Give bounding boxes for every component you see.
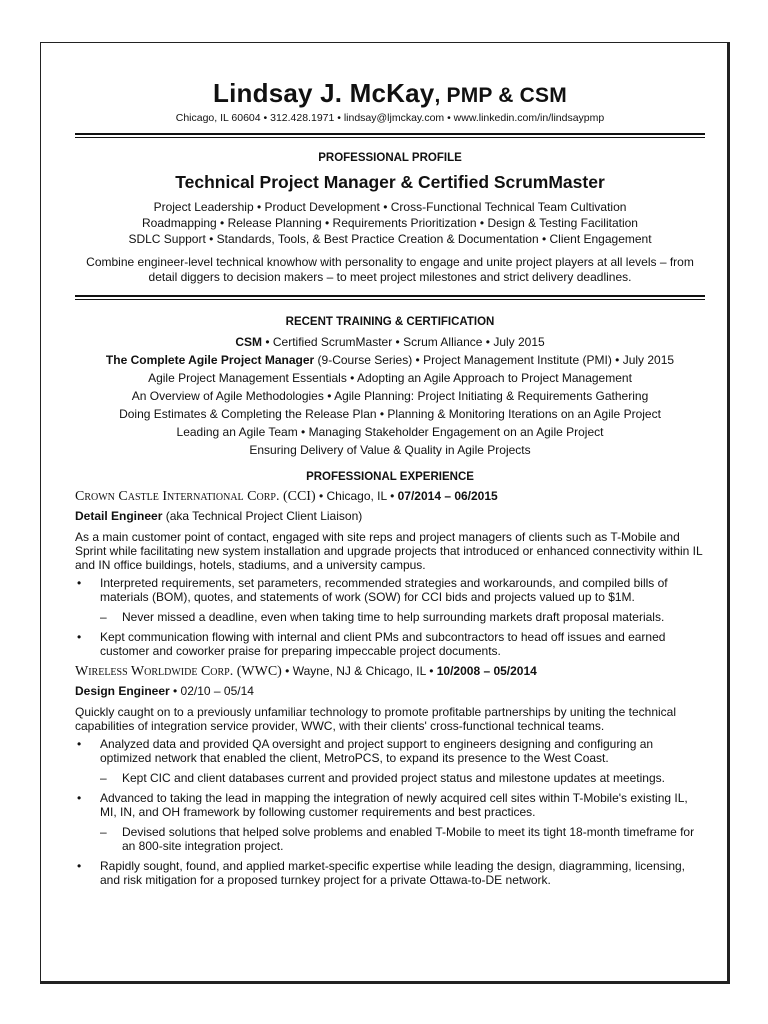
job-dates: 07/2014 – 06/2015	[397, 489, 498, 503]
job-location: • Wayne, NJ & Chicago, IL •	[281, 664, 437, 678]
company-line	[75, 664, 705, 680]
sub-bullet: – Kept CIC and client databases current and provided project status and milestone updates at meetings.	[75, 771, 705, 785]
course-line: An Overview of Agile Methodologies • Agile Planning: Project Initiating & Requirements Gathering	[131, 389, 649, 403]
job-dates: 10/2008 – 05/2014	[436, 664, 537, 678]
candidate-name: Lindsay J. McKay	[213, 78, 435, 108]
job-location: • Chicago, IL •	[315, 489, 398, 503]
job-role	[75, 509, 705, 523]
sub-bullet: – Never missed a deadline, even when taking time to help surrounding markets draft proposal materials.	[75, 610, 705, 624]
header-divider	[75, 133, 705, 138]
job-bullet	[75, 737, 705, 785]
job-bullets	[75, 576, 705, 658]
bullet-text: Analyzed data and provided QA oversight and project support to engineers designing and configuring an optimized network that enabled the client, MetroPCS, to expand its presence to the West Coast.	[100, 737, 654, 765]
agile-course-details: (9-Course Series) • Project Management Institute (PMI) • July 2015	[314, 353, 675, 367]
job-bullet	[75, 791, 705, 853]
bullet-text: Kept communication flowing with internal and client PMs and subcontractors to head off issues and earned customer and coworker praise for preparing impeccable project documents.	[100, 630, 666, 658]
bullet-text: Rapidly sought, found, and applied market-specific expertise while leading the design, diagramming, licensing, and risk mitigation for a proposed turnkey project for a private Ottawa-to-DE network.	[100, 859, 685, 887]
keyword-line: Roadmapping • Release Planning • Requirements Prioritization • Design & Testing Facilitation	[142, 216, 638, 230]
resume-name-line	[75, 78, 705, 109]
csm-details: • Certified ScrumMaster • Scrum Alliance • July 2015	[261, 335, 545, 349]
company-name: Wireless Worldwide Corp. (WWC)	[75, 664, 282, 679]
job-bullet	[75, 630, 705, 658]
role-note: (aka Technical Project Client Liaison)	[162, 509, 363, 523]
job-role	[75, 684, 705, 698]
csm-line	[75, 333, 705, 351]
csm-label: CSM	[235, 335, 262, 349]
training-list	[75, 333, 705, 459]
job-summary: Quickly caught on to a previously unfamiliar technology to promote profitable partnerships by uniting the technical capabilities of integration service provider, WWC, with their clients' cross-functional technical teams.	[75, 705, 677, 733]
role-title: Design Engineer	[75, 684, 170, 698]
sub-bullet: – Devised solutions that helped solve problems and enabled T-Mobile to meet its tight 18-month timeframe for an 800-site integration project.	[75, 825, 705, 853]
contact-line: Chicago, IL 60604 • 312.428.1971 • lindsay@ljmckay.com • www.linkedin.com/in/lindsaypmp	[175, 112, 605, 124]
job-entry	[75, 664, 705, 887]
job-bullet	[75, 576, 705, 624]
course-line: Agile Project Management Essentials • Adopting an Agile Approach to Project Management	[148, 371, 632, 385]
keyword-line: SDLC Support • Standards, Tools, & Best Practice Creation & Documentation • Client Engagement	[128, 232, 652, 246]
job-entry	[75, 489, 705, 658]
training-heading: RECENT TRAINING & CERTIFICATION	[285, 316, 495, 328]
role-title: Detail Engineer	[75, 509, 163, 523]
candidate-credentials: , PMP & CSM	[434, 84, 567, 107]
bullet-text: Interpreted requirements, set parameters, recommended strategies and workarounds, and compiled bills of materials (BOM), quotes, and statements of work (SOW) for CCI bids and projects valued up to $1M.	[100, 576, 668, 604]
profile-divider	[75, 295, 705, 300]
company-name: Crown Castle International Corp. (CCI)	[75, 489, 316, 504]
profile-summary: Combine engineer-level technical knowhow with personality to engage and unite project players at all levels – from detail diggers to decision makers – to meet project milestones and strict delivery deadlines.	[86, 255, 694, 284]
profile-heading: PROFESSIONAL PROFILE	[318, 152, 462, 164]
experience-heading: PROFESSIONAL EXPERIENCE	[306, 471, 474, 483]
job-bullet	[75, 859, 705, 887]
company-line	[75, 489, 705, 505]
keyword-line: Project Leadership • Product Development • Cross-Functional Technical Team Cultivation	[153, 200, 627, 214]
profile-title: Technical Project Manager & Certified ScrumMaster	[175, 172, 605, 192]
resume-page	[75, 78, 705, 887]
job-summary: As a main customer point of contact, engaged with site reps and project managers of clients such as T-Mobile and Sprint while facilitating new system installation and upgrade projects that introduced or enhanced connectivity within IL and IN office buildings, hotels, stadiums, and a university campus.	[75, 530, 703, 572]
course-line: Ensuring Delivery of Value & Quality in Agile Projects	[249, 443, 531, 457]
course-line: Doing Estimates & Completing the Release Plan • Planning & Monitoring Iterations on an Agile Project	[119, 407, 661, 421]
agile-course-title: The Complete Agile Project Manager	[105, 353, 315, 367]
bullet-text: Advanced to taking the lead in mapping the integration of newly acquired cell sites within T-Mobile's existing IL, MI, IN, and OH framework by following customer requirements and best practices.	[100, 791, 688, 819]
keyword-block	[75, 199, 705, 247]
agile-course-line	[75, 351, 705, 369]
course-line: Leading an Agile Team • Managing Stakeholder Engagement on an Agile Project	[176, 425, 604, 439]
job-bullets	[75, 737, 705, 887]
role-note: • 02/10 – 05/14	[169, 684, 254, 698]
